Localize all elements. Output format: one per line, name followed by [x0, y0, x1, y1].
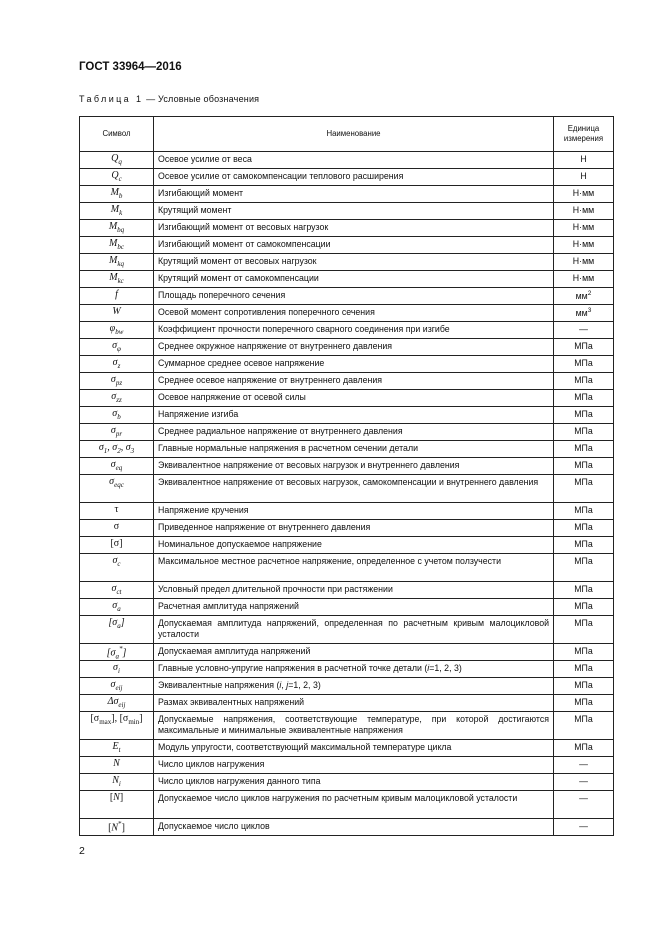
symbol-cell: $\sigma_{eq}$ — [80, 458, 154, 475]
table-row — [80, 554, 614, 582]
table-row — [80, 582, 614, 599]
unit-cell: МПа — [554, 458, 614, 475]
table-row — [80, 678, 614, 695]
table-row — [80, 599, 614, 616]
unit-cell: МПа — [554, 712, 614, 740]
symbol-cell: $M_{kq}$ — [80, 254, 154, 271]
name-cell: Главные нормальные напряжения в расчетном сечении детали — [154, 441, 554, 458]
unit-cell: МПа — [554, 424, 614, 441]
name-cell: Коэффициент прочности поперечного сварного соединения при изгибе — [154, 322, 554, 339]
symbol-cell: $\sigma_{zz}$ — [80, 390, 154, 407]
name-cell: Среднее радиальное напряжение от внутреннего давления — [154, 424, 554, 441]
table-row — [80, 271, 614, 288]
unit-cell: МПа — [554, 356, 614, 373]
unit-cell: МПа — [554, 503, 614, 520]
unit-cell: $мм^3$ — [554, 305, 614, 322]
table-caption-title: — Условные обозначения — [143, 94, 260, 104]
name-cell: Изгибающий момент от самокомпенсации — [154, 237, 554, 254]
name-cell: Среднее окружное напряжение от внутреннего давления — [154, 339, 554, 356]
table-row — [80, 819, 614, 836]
name-cell: Главные условно-упругие напряжения в расчетной точке детали (i=1, 2, 3) — [154, 661, 554, 678]
symbol-cell: $\sigma_a$ — [80, 599, 154, 616]
symbol-cell: [N*] — [80, 819, 154, 836]
unit-cell: Н — [554, 169, 614, 186]
symbol-cell: $\Delta\sigma_{eij}$ — [80, 695, 154, 712]
symbol-cell: $M_{bc}$ — [80, 237, 154, 254]
unit-cell: МПа — [554, 695, 614, 712]
name-cell: Модуль упругости, соответствующий максимальной температуре цикла — [154, 740, 554, 757]
table-row — [80, 712, 614, 740]
symbol-cell: $[\sigma_a^*]$ — [80, 644, 154, 661]
unit-cell: МПа — [554, 373, 614, 390]
unit-cell: МПа — [554, 537, 614, 554]
table-row — [80, 390, 614, 407]
unit-cell: Н·мм — [554, 203, 614, 220]
unit-cell: МПа — [554, 582, 614, 599]
symbol-cell: $\sigma_i$ — [80, 661, 154, 678]
symbol-cell: f — [80, 288, 154, 305]
unit-cell: МПа — [554, 599, 614, 616]
name-cell: Напряжение изгиба — [154, 407, 554, 424]
name-cell: Номинальное допускаемое напряжение — [154, 537, 554, 554]
symbol-cell: N — [80, 757, 154, 774]
symbol-cell: [N] — [80, 791, 154, 819]
table-row — [80, 661, 614, 678]
name-cell: Условный предел длительной прочности при растяжении — [154, 582, 554, 599]
name-cell: Допускаемое число циклов — [154, 819, 554, 836]
column-header-symbol: Символ — [80, 117, 154, 152]
symbol-cell: $\sigma_c$ — [80, 554, 154, 582]
unit-cell: — — [554, 757, 614, 774]
table-row — [80, 503, 614, 520]
unit-cell: Н·мм — [554, 271, 614, 288]
name-cell: Осевое усилие от веса — [154, 152, 554, 169]
table-row — [80, 305, 614, 322]
symbol-cell: $\sigma_1$, $\sigma_2$, $\sigma_3$ — [80, 441, 154, 458]
table-row — [80, 791, 614, 819]
symbol-cell: $\sigma_z$ — [80, 356, 154, 373]
symbol-cell: $[\sigma_a]$ — [80, 616, 154, 644]
name-cell: Число циклов нагружения — [154, 757, 554, 774]
symbol-cell: σ — [80, 520, 154, 537]
unit-cell: МПа — [554, 339, 614, 356]
table-row — [80, 774, 614, 791]
unit-cell: Н — [554, 152, 614, 169]
symbols-table — [79, 116, 614, 836]
name-cell: Допускаемая амплитуда напряжений — [154, 644, 554, 661]
unit-cell: Н·мм — [554, 254, 614, 271]
name-cell: Размах эквивалентных напряжений — [154, 695, 554, 712]
symbol-cell: $\sigma_{pz}$ — [80, 373, 154, 390]
unit-cell: МПа — [554, 441, 614, 458]
name-cell: Расчетная амплитуда напряжений — [154, 599, 554, 616]
table-row — [80, 220, 614, 237]
symbol-cell: $\sigma_{pr}$ — [80, 424, 154, 441]
column-header-unit: Единица измерения — [554, 117, 614, 152]
unit-cell: — — [554, 791, 614, 819]
unit-cell: — — [554, 819, 614, 836]
document-header: ГОСТ 33964—2016 — [79, 61, 182, 73]
symbol-cell: $\sigma_\varphi$ — [80, 339, 154, 356]
symbol-cell: $[\sigma_{max}]$, $[\sigma_{min}]$ — [80, 712, 154, 740]
table-row — [80, 254, 614, 271]
symbol-cell: [σ] — [80, 537, 154, 554]
symbol-cell: $\sigma_{ct}$ — [80, 582, 154, 599]
table-row — [80, 186, 614, 203]
table-row — [80, 339, 614, 356]
table-row — [80, 169, 614, 186]
name-cell: Площадь поперечного сечения — [154, 288, 554, 305]
symbol-cell: $\sigma_{eqc}$ — [80, 475, 154, 503]
table-row — [80, 237, 614, 254]
unit-cell: — — [554, 774, 614, 791]
name-cell: Допускаемые напряжения, соответствующие температуре, при которой достигаются максимальные и минимальные эквивалентные напряжения — [154, 712, 554, 740]
unit-cell: Н·мм — [554, 186, 614, 203]
name-cell: Число циклов нагружения данного типа — [154, 774, 554, 791]
table-row — [80, 458, 614, 475]
symbol-cell: $M_b$ — [80, 186, 154, 203]
table-row — [80, 424, 614, 441]
symbol-cell: $Q_c$ — [80, 169, 154, 186]
name-cell: Эквивалентное напряжение от весовых нагрузок, самокомпенсации и внутреннего давления — [154, 475, 554, 503]
unit-cell: МПа — [554, 475, 614, 503]
name-cell: Крутящий момент от весовых нагрузок — [154, 254, 554, 271]
symbol-cell: τ — [80, 503, 154, 520]
table-header-row — [80, 117, 614, 152]
table-row — [80, 203, 614, 220]
unit-cell: МПа — [554, 616, 614, 644]
symbol-cell: $M_{kc}$ — [80, 271, 154, 288]
table-row — [80, 356, 614, 373]
name-cell: Допускаемая амплитуда напряжений, определенная по расчетным кривым малоцикловой усталости — [154, 616, 554, 644]
name-cell: Напряжение кручения — [154, 503, 554, 520]
column-header-name: Наименование — [154, 117, 554, 152]
symbol-cell: $M_k$ — [80, 203, 154, 220]
symbol-cell: $\sigma_b$ — [80, 407, 154, 424]
unit-cell: МПа — [554, 554, 614, 582]
name-cell: Изгибающий момент — [154, 186, 554, 203]
unit-cell: МПа — [554, 390, 614, 407]
table-row — [80, 475, 614, 503]
unit-cell: Н·мм — [554, 220, 614, 237]
table-caption-label: Таблица 1 — [79, 94, 144, 104]
table-row — [80, 644, 614, 661]
symbol-cell: $Q_q$ — [80, 152, 154, 169]
table-row — [80, 441, 614, 458]
name-cell: Среднее осевое напряжение от внутреннего давления — [154, 373, 554, 390]
name-cell: Крутящий момент от самокомпенсации — [154, 271, 554, 288]
name-cell: Осевой момент сопротивления поперечного сечения — [154, 305, 554, 322]
name-cell: Приведенное напряжение от внутреннего давления — [154, 520, 554, 537]
symbol-cell: $E_t$ — [80, 740, 154, 757]
table-row — [80, 740, 614, 757]
table-row — [80, 373, 614, 390]
unit-cell: МПа — [554, 740, 614, 757]
unit-cell: МПа — [554, 407, 614, 424]
table-row — [80, 322, 614, 339]
name-cell: Крутящий момент — [154, 203, 554, 220]
name-cell: Допускаемое число циклов нагружения по расчетным кривым малоцикловой усталости — [154, 791, 554, 819]
symbol-cell: $M_{bq}$ — [80, 220, 154, 237]
name-cell: Осевое напряжение от осевой силы — [154, 390, 554, 407]
unit-cell: МПа — [554, 678, 614, 695]
name-cell: Изгибающий момент от весовых нагрузок — [154, 220, 554, 237]
name-cell: Суммарное среднее осевое напряжение — [154, 356, 554, 373]
unit-cell: $мм^2$ — [554, 288, 614, 305]
unit-cell: МПа — [554, 644, 614, 661]
table-row — [80, 616, 614, 644]
page-number: 2 — [79, 845, 85, 857]
name-cell: Максимальное местное расчетное напряжение, определенное с учетом ползучести — [154, 554, 554, 582]
table-row — [80, 537, 614, 554]
unit-cell: МПа — [554, 661, 614, 678]
table-row — [80, 520, 614, 537]
name-cell: Эквивалентные напряжения (i, j=1, 2, 3) — [154, 678, 554, 695]
unit-cell: — — [554, 322, 614, 339]
unit-cell: МПа — [554, 520, 614, 537]
symbol-cell: $\sigma_{eij}$ — [80, 678, 154, 695]
table-caption — [79, 94, 259, 104]
symbol-cell: $N_i$ — [80, 774, 154, 791]
symbol-cell: $\varphi_{bw}$ — [80, 322, 154, 339]
name-cell: Осевое усилие от самокомпенсации теплового расширения — [154, 169, 554, 186]
symbol-cell: W — [80, 305, 154, 322]
table-row — [80, 152, 614, 169]
unit-cell: Н·мм — [554, 237, 614, 254]
table-row — [80, 757, 614, 774]
table-row — [80, 407, 614, 424]
table-row — [80, 288, 614, 305]
table-row — [80, 695, 614, 712]
name-cell: Эквивалентное напряжение от весовых нагрузок и внутреннего давления — [154, 458, 554, 475]
